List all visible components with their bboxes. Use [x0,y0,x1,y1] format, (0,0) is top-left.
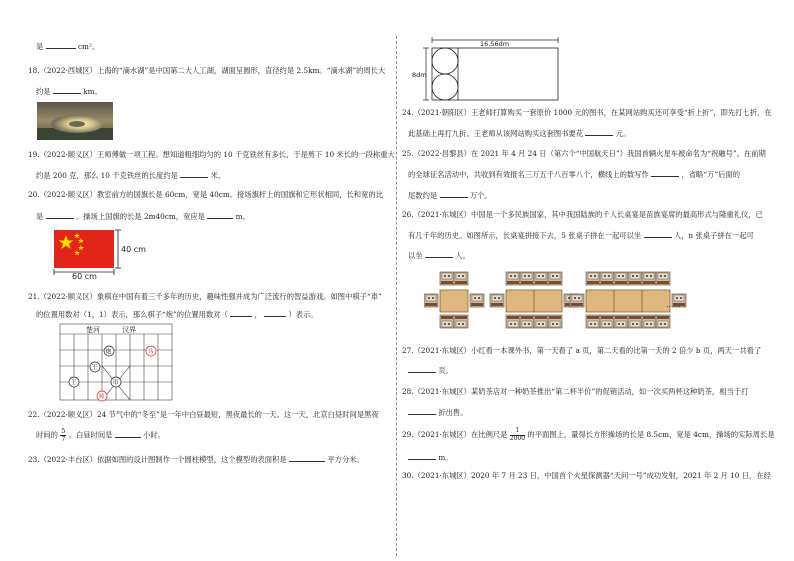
seated-person-icon [548,315,562,328]
question-18-line2 [36,85,102,97]
table-block [440,290,468,312]
seated-person-icon [548,272,562,285]
question-23-line1 [28,453,364,465]
piece-label: 炮 [105,348,112,356]
question-21-line2 [36,308,318,320]
seated-person-icon [642,272,656,285]
q26-prefix: 有几千年的历史。如图所示，长桌宴拼接下去，5 张桌子拼在一起可以坐 [408,231,642,240]
table-block [534,290,562,312]
q22-prefix: 时间的 [36,430,58,440]
seated-person-icon [570,294,584,307]
question-26-line2 [408,229,754,241]
answer-blank[interactable] [264,308,286,317]
question-26-line3 [408,249,470,261]
q25-suffix-3: 万个。 [469,191,492,200]
seated-person-icon [642,315,656,328]
question-24-line1: 24.（2021·朝阳区）王老师打算购买一套原价 1000 元的图书，在某网站购买还可享受“折上折”，即先打七折，在 [402,108,772,117]
chess-piece-ju [111,377,121,387]
chess-piece-wang [90,362,100,372]
seated-person-icon [614,272,628,285]
chess-board [56,320,176,402]
lake-photo [37,102,113,140]
question-29-line1 [402,428,775,446]
q22-suffix: 小时。 [143,430,166,440]
question-19-line2 [36,169,225,181]
fraction-denominator: 2000 [509,434,526,442]
tables-ellipsis: …… [666,300,681,309]
seated-person-icon [628,272,642,285]
seated-person-icon [470,294,484,307]
answer-blank[interactable] [207,210,233,219]
answer-blank[interactable] [115,429,141,438]
seated-person-icon [424,294,438,307]
question-22-line2 [36,428,165,446]
question-20-line2 [36,210,250,222]
fraction [510,428,525,442]
piece-label: 車 [112,379,119,387]
flag-width-label: 60 cm [72,272,97,280]
seated-person-icon [454,315,468,328]
question-19-line1: 19.（2022·顺义区）王师傅做一项工程。想知道粗细均匀的 10 千克铁丝有多长，于是剪下 10 米长的一段称重大 [28,150,395,159]
seated-person-icon [614,315,628,328]
answer-blank[interactable] [180,169,208,178]
q21-suffix: ）表示。 [288,310,318,319]
seated-person-icon [520,272,534,285]
flag-rect [54,230,114,268]
q18-suffix: km。 [83,87,102,96]
answer-blank[interactable] [230,308,252,317]
answer-blank[interactable] [289,453,325,462]
q19-suffix: 米。 [210,171,226,180]
answer-blank[interactable] [408,364,436,373]
rect-height-label: 8dm [412,71,427,79]
column-divider [396,36,397,556]
table-block [614,290,642,312]
fraction [60,428,66,443]
q20-prefix: 是 [36,212,44,221]
q24-prefix: 此基础上再打九折。王老师从该网站购买这套图书要花 [408,129,584,138]
q29-prefix: 29.（2021·东城区）在比例尺是 [402,430,508,439]
q18-prefix: 约是 [36,87,51,96]
question-22-line1: 22.（2022·顺义区）24 节气中的“冬至”是一年中白昼最短，黑夜最长的一天。这一天，北京白昼时间是黑夜 [28,410,379,419]
q17-tail [36,40,99,52]
seated-person-icon [506,272,520,285]
seated-person-icon [454,272,468,285]
seated-person-icon [534,315,548,328]
chess-piece-shuai [97,391,107,401]
q25-mid: ，省略“万”后面的 [681,170,740,179]
q26-prefix-3: 以坐 [408,251,423,260]
seated-person-icon [490,294,504,307]
q23-suffix: 平方分米。 [327,455,364,464]
question-25-line2 [408,168,740,180]
answer-blank[interactable] [585,127,613,136]
question-29-line2 [408,451,453,463]
seated-person-icon [440,272,454,285]
table-block [586,290,614,312]
seated-person-icon [656,315,670,328]
q19-prefix: 约是 200 克，那么 10 千克铁丝的长度约是 [36,171,178,180]
seated-person-icon [628,315,642,328]
question-27-line2 [408,364,453,376]
answer-blank[interactable] [408,406,436,415]
seated-person-icon [586,315,600,328]
answer-blank[interactable] [53,85,81,94]
answer-blank[interactable] [408,451,436,460]
q20-suffix: m。 [235,212,250,221]
question-25-line1: 25.（2022·昌黎县）在 2021 年 4 月 24 日（第六个“中国航天日”）我国首辆火星车被命名为“祝融号”。在前期 [402,149,766,158]
rectangle-with-circles-figure [412,36,562,102]
question-28-line1: 28.（2021·东城区）某奶茶店对一种奶茶推出“第二杯半价”的促销活动，如一次买两杯这种奶茶，相当于打 [402,387,749,396]
q17-suffix: cm²。 [77,42,100,51]
seated-person-icon [534,272,548,285]
question-30-line1: 30.（2021·东城区）2020 年 7 月 23 日，中国首个火星探测器“天问一号”成功发射，2021 年 2 月 10 日，在经 [402,471,771,480]
piece-label: 王 [70,379,77,387]
seated-person-icon [656,272,670,285]
question-24-line2 [408,127,630,139]
q17-prefix: 是 [36,42,44,51]
q22-mid: 。白昼时间是 [68,430,113,440]
answer-blank[interactable] [651,168,679,177]
bottom-circle [432,74,458,100]
chess-piece-wang [69,377,79,387]
chess-piece-ma [146,346,156,356]
top-circle [432,48,458,74]
question-18-line1: 18.（2022·西城区）上海的“滴水湖”是中国第二大人工湖，湖面呈圆形，直径约是 2.5km。“滴水湖”的周长大 [28,66,386,75]
q24-suffix: 元。 [615,129,631,138]
q27-suffix: 页。 [438,366,453,375]
q29-suffix: 的平面图上，量得长方形操场的长是 8.5cm，宽是 4cm，操场的实际周长是 [527,430,775,439]
answer-blank[interactable] [425,249,453,258]
question-25-line3 [408,189,492,201]
seated-person-icon [600,272,614,285]
seated-person-icon [520,315,534,328]
rect-width-label: 16.56dm [480,40,510,48]
q21-prefix: 的位置用数对（1，1）表示，那么棋子“炮”的位置用数对（ [36,310,228,319]
piece-label: 王 [91,364,98,372]
river-left-label: 楚河 [86,326,100,334]
answer-blank[interactable] [644,229,672,238]
question-20-line1: 20.（2022·顺义区）教室前方的国旗长是 60cm，宽是 40cm。接场旗杆上的国旗和它形状相同，长和宽的比 [28,190,383,199]
answer-blank[interactable] [46,40,76,49]
fraction-numerator: 5 [61,427,66,435]
q28-suffix: 折出售。 [438,408,468,417]
q20-mid: 。操场上国旗的长是 2m40cm，宽应是 [75,212,205,221]
long-table-feast-figure [424,266,696,340]
seated-person-icon [586,272,600,285]
answer-blank[interactable] [440,189,468,198]
piece-label: 马 [147,348,154,356]
q29-suffix-2: m。 [438,453,453,462]
q25-prefix-3: 尾数约是 [408,191,438,200]
river-right-label: 汉界 [122,326,136,334]
question-28-line2 [408,406,468,418]
question-26-line1: 26.（2021·东城区）中国是一个多民族国家，其中我国陆族的千人长桌宴是苗族宴席的最高形式与隆重礼仪，已 [402,210,763,219]
seated-person-icon [506,315,520,328]
seated-person-icon [440,315,454,328]
q26-mid: 人，n 张桌子拼在一起可 [673,231,754,240]
chess-piece-pao [104,346,114,356]
answer-blank[interactable] [46,210,74,219]
table-block [506,290,534,312]
q23-prefix: 23.（2022·丰台区）依据如图的设计图制作一个圆柱模型，这个模型的表面积是 [28,455,287,464]
question-21-line1: 21.（2022·顺义区）象棋在中国有着三千多年的历史，趣味性强并成为广泛流行的智益游戏。如图中棋子“車” [28,292,382,301]
seated-person-icon [600,315,614,328]
piece-label: 帅 [98,393,105,401]
q25-prefix: 的全球征名活动中，共收到有效报名三万五千八百零八个，横线上的数写作 [408,170,649,179]
flag-figure [50,228,150,280]
q21-mid: ， [254,310,262,319]
fraction-numerator: 1 [510,428,525,436]
flag-height-label: 40 cm [121,245,146,254]
fraction-denominator: 7 [61,435,66,443]
q26-suffix-3: 人。 [455,251,470,260]
question-27-line1: 27.（2021·东城区）小红看一本课外书，第一天看了 a 页，第二天看的比第一天的 2 倍少 b 页，两天一共看了 [402,346,762,355]
